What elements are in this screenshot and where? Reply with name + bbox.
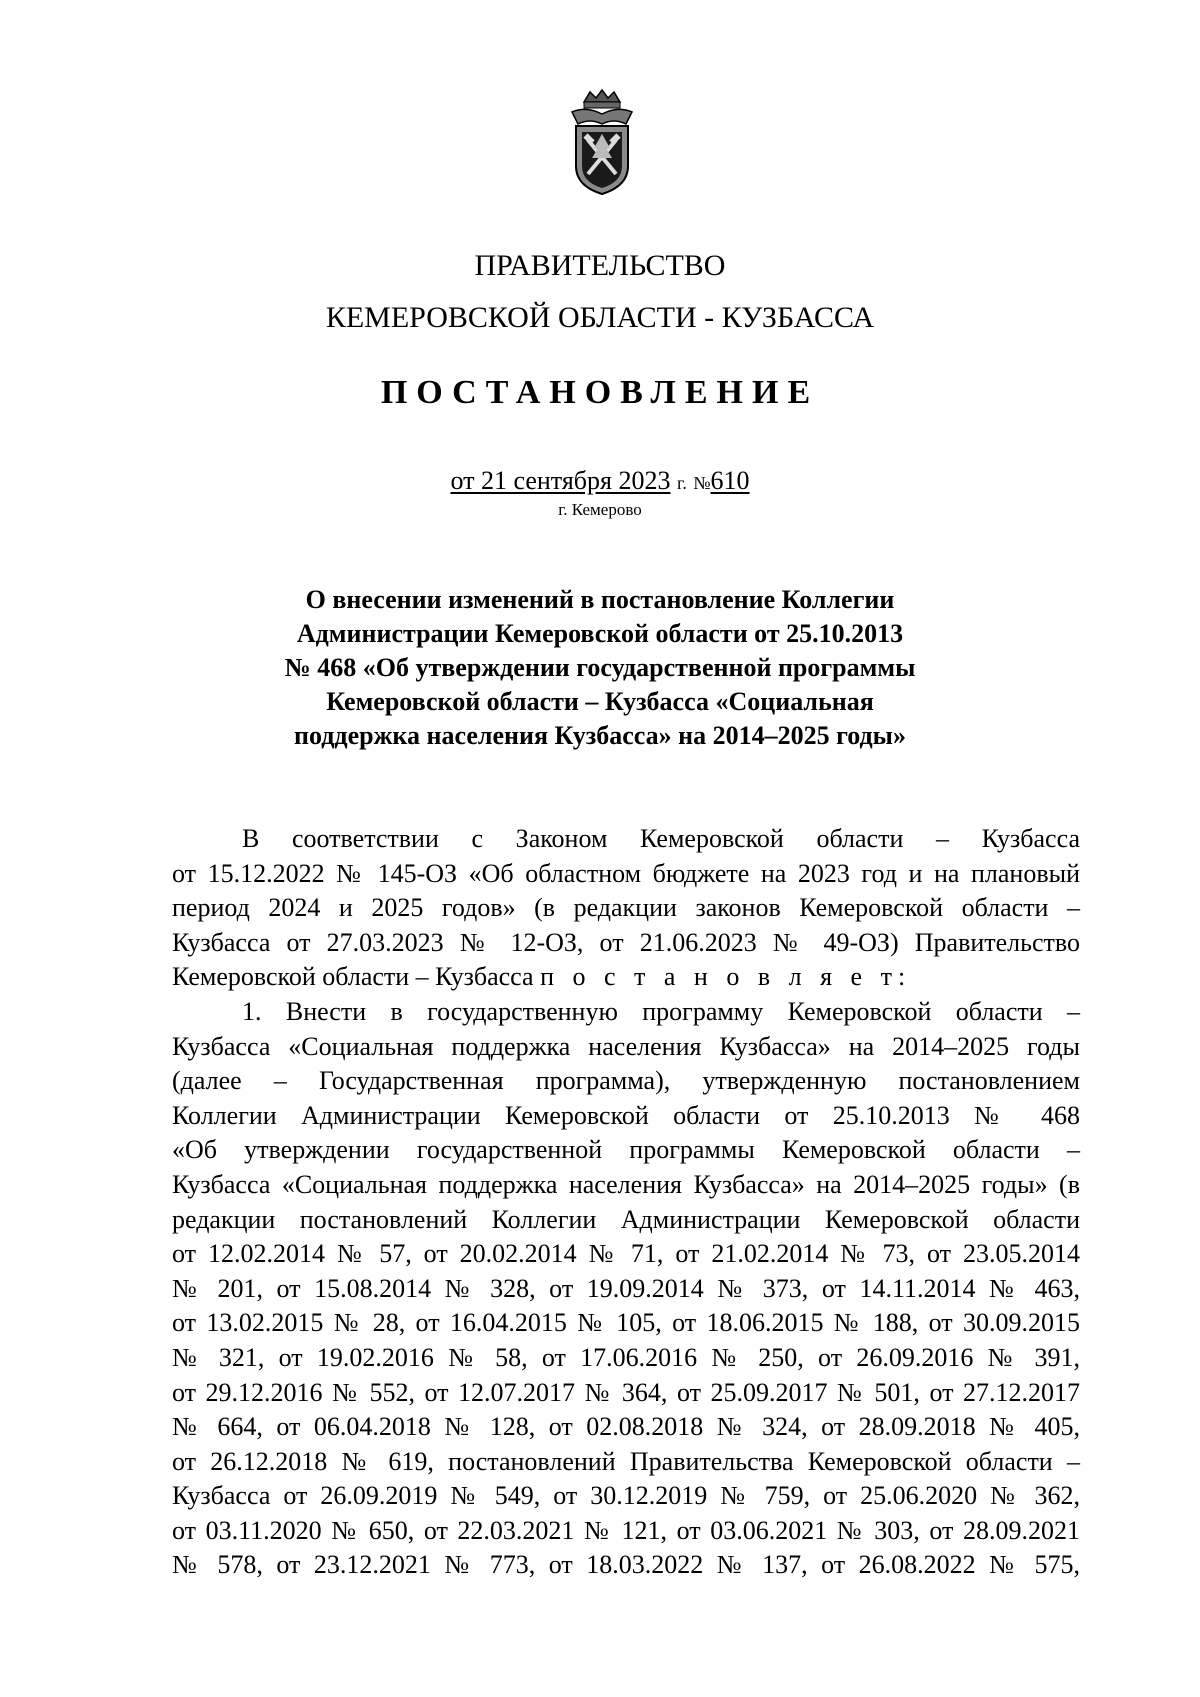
body-line: от 26.12.2018 № 619, постановлений Правительства Кемеровской области – <box>172 1446 1080 1476</box>
document-subject <box>250 583 950 753</box>
body-line: Кемеровской области – Кузбасса <box>172 962 534 992</box>
date-year-suffix: г. <box>676 473 687 493</box>
number-sign: № <box>693 473 711 493</box>
body-line: от 03.11.2020 № 650, от 22.03.2021 № 121, от 03.06.2021 № 303, от 28.09.2021 <box>172 1515 1080 1545</box>
body-line: № 201, от 15.08.2014 № 328, от 19.09.2014 № 373, от 14.11.2014 № 463, <box>172 1273 1080 1303</box>
body-line-resolves <box>172 960 1080 995</box>
subject-line: О внесении изменений в постановление Коллегии <box>305 585 895 614</box>
body-line: № 321, от 19.02.2016 № 58, от 17.06.2016 № 250, от 26.09.2016 № 391, <box>172 1342 1080 1372</box>
body-line: от 29.12.2016 № 552, от 12.07.2017 № 364, от 25.09.2017 № 501, от 27.12.2017 <box>172 1377 1080 1407</box>
body-line: «Об утверждении государственной программы Кемеровской области – <box>172 1135 1080 1165</box>
body-line: Коллегии Администрации Кемеровской области от 25.10.2013 № 468 <box>172 1100 1080 1130</box>
body-line: Кузбасса «Социальная поддержка населения Кузбасса» на 2014–2025 годы» (в <box>172 1169 1080 1199</box>
body-line: Кузбасса от 27.03.2023 № 12-ОЗ, от 21.06.2023 № 49-ОЗ) Правительство <box>172 927 1080 957</box>
body-line: Кузбасса «Социальная поддержка населения Кузбасса» на 2014–2025 годы <box>172 1031 1080 1061</box>
subject-line: Администрации Кемеровской области от 25.10.2013 <box>296 619 904 648</box>
coat-of-arms-icon <box>562 88 642 196</box>
subject-line: поддержка населения Кузбасса» на 2014–2025 годы» <box>294 721 906 750</box>
body-line: период 2024 и 2025 годов» (в редакции законов Кемеровской области – <box>172 893 1080 923</box>
body-line: 1. Внести в государственную программу Кемеровской области – <box>242 996 1080 1026</box>
body-line: № 664, от 06.04.2018 № 128, от 02.08.2018 № 324, от 28.09.2018 № 405, <box>172 1412 1080 1442</box>
subject-line: Кемеровской области – Кузбасса «Социальная <box>326 687 874 716</box>
resolves-word: п о с т а н о в л я е т: <box>540 962 912 992</box>
body-line: (далее – Государственная программа), утвержденную постановлением <box>172 1066 1080 1096</box>
document-type-title: ПОСТАНОВЛЕНИЕ <box>380 374 820 411</box>
government-name-line1: ПРАВИТЕЛЬСТВО <box>474 249 726 282</box>
body-line: № 578, от 23.12.2021 № 773, от 18.03.2022 № 137, от 26.08.2022 № 575, <box>172 1550 1080 1580</box>
body-line: от 13.02.2015 № 28, от 16.04.2015 № 105, от 18.06.2015 № 188, от 30.09.2015 <box>172 1308 1080 1338</box>
body-line: от 15.12.2022 № 145-ОЗ «Об областном бюджете на 2023 год и на плановый <box>172 858 1080 888</box>
government-name-line2: КЕМЕРОВСКОЙ ОБЛАСТИ - КУЗБАССА <box>325 301 875 334</box>
document-number: 610 <box>710 466 750 495</box>
document-body <box>172 822 1080 1583</box>
body-line: В соответствии с Законом Кемеровской области – Кузбасса <box>242 824 1080 853</box>
date-number-line <box>0 466 1200 498</box>
document-city: г. Кемерово <box>558 500 642 519</box>
body-line: редакции постановлений Коллегии Администрации Кемеровской области <box>172 1204 1080 1234</box>
document-date: от 21 сентября 2023 <box>450 466 671 495</box>
body-line: от 12.02.2014 № 57, от 20.02.2014 № 71, от 21.02.2014 № 73, от 23.05.2014 <box>172 1239 1080 1269</box>
subject-line: № 468 «Об утверждении государственной программы <box>284 653 916 682</box>
body-line: Кузбасса от 26.09.2019 № 549, от 30.12.2019 № 759, от 25.06.2020 № 362, <box>172 1481 1080 1511</box>
